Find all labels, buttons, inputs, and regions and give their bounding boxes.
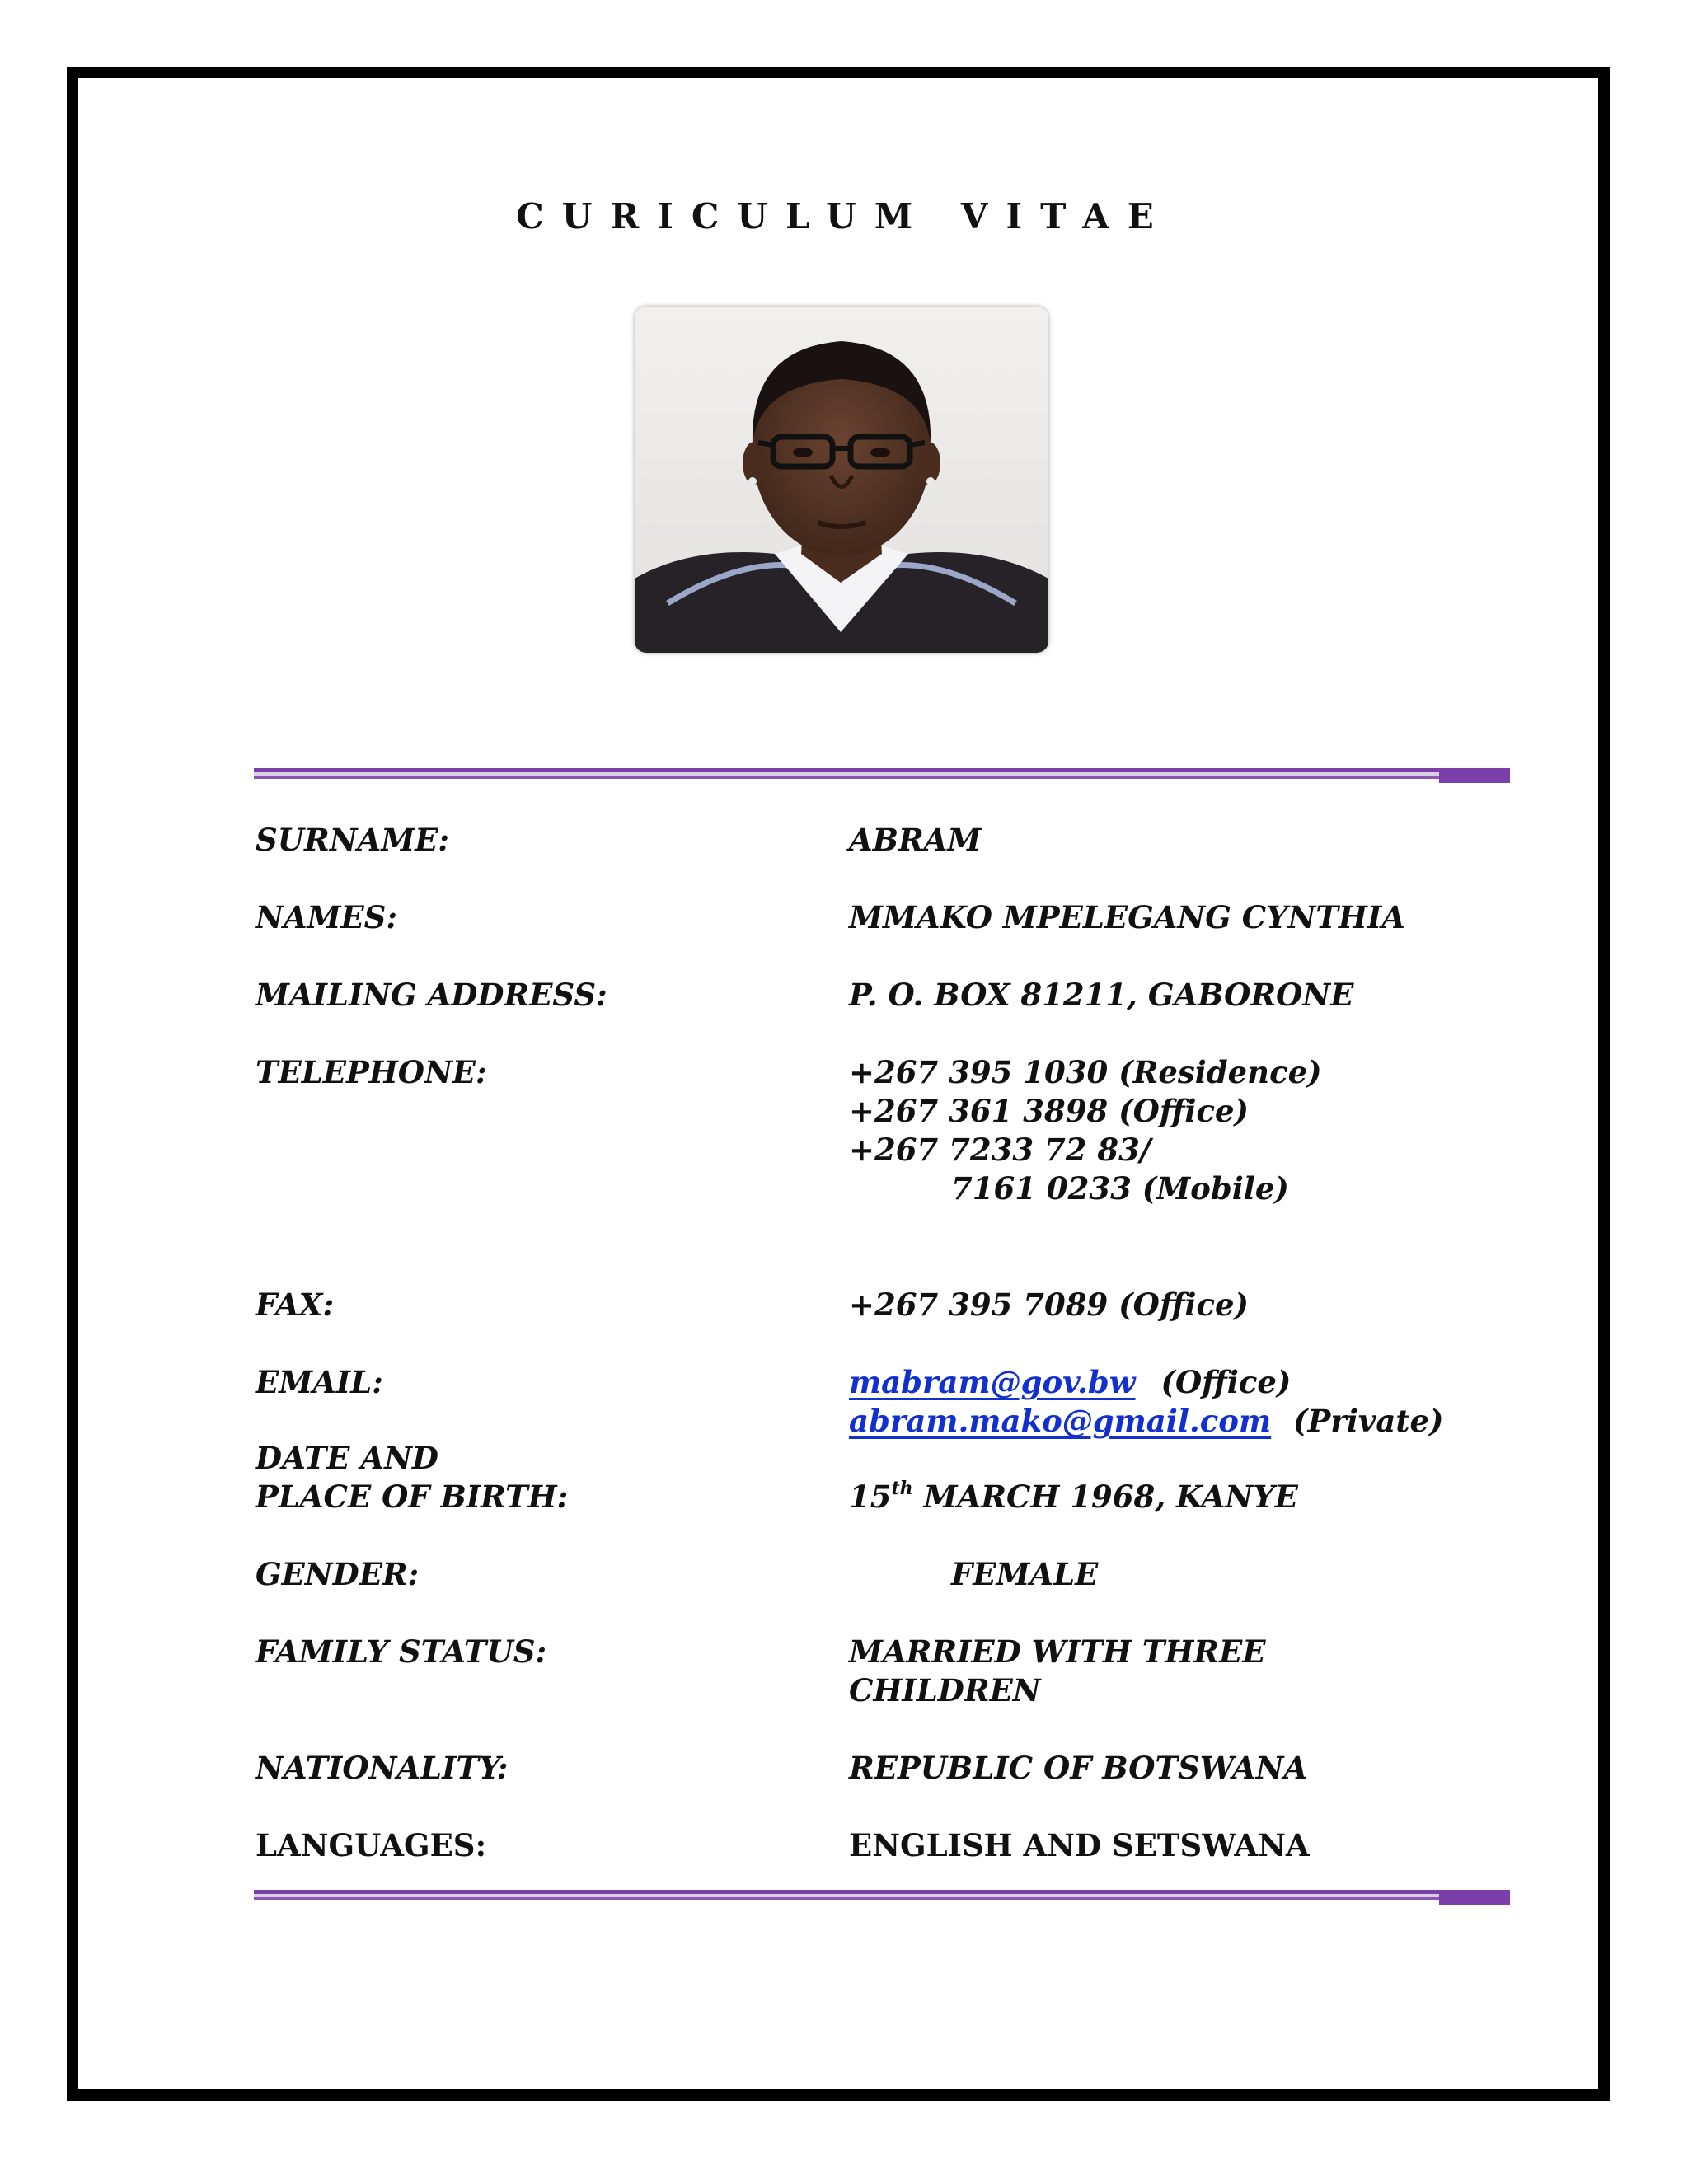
surname-value: ABRAM bbox=[849, 822, 982, 858]
telephone-values bbox=[849, 1053, 1322, 1208]
email-office-row bbox=[849, 1363, 1444, 1402]
document-title: CURICULUM VITAE bbox=[516, 196, 1172, 237]
birth-day: 15 bbox=[849, 1479, 892, 1515]
fax-value: +267 395 7089 (Office) bbox=[849, 1286, 1250, 1323]
surname-label: SURNAME: bbox=[256, 822, 450, 858]
email-private-link[interactable]: abram.mako@gmail.com bbox=[849, 1403, 1272, 1439]
family-status-label: FAMILY STATUS: bbox=[256, 1633, 547, 1670]
email-label: EMAIL: bbox=[256, 1364, 383, 1400]
telephone-office: +267 361 3898 (Office) bbox=[849, 1093, 1250, 1129]
gender-label: GENDER: bbox=[256, 1556, 420, 1592]
family-status-value bbox=[849, 1633, 1266, 1710]
telephone-mobile-2: 7161 0233 (Mobile) bbox=[951, 1170, 1289, 1207]
birth-label-line1: DATE AND bbox=[256, 1440, 438, 1476]
telephone-mobile-1: +267 7233 72 83/ bbox=[849, 1132, 1151, 1168]
email-office-note: (Office) bbox=[1160, 1364, 1292, 1400]
names-value: MMAKO MPELEGANG CYNTHIA bbox=[849, 899, 1405, 935]
family-status-line2: CHILDREN bbox=[849, 1672, 1041, 1708]
portrait-photo bbox=[635, 307, 1048, 653]
email-office-link[interactable]: mabram@gov.bw bbox=[849, 1364, 1136, 1400]
top-divider bbox=[254, 768, 1510, 785]
birth-value bbox=[849, 1478, 1298, 1516]
nationality-value: REPUBLIC OF BOTSWANA bbox=[849, 1750, 1308, 1786]
birth-label bbox=[256, 1439, 568, 1516]
birth-day-suffix: th bbox=[891, 1478, 913, 1499]
birth-date-place: MARCH 1968, KANYE bbox=[923, 1479, 1298, 1515]
email-values bbox=[849, 1363, 1444, 1441]
email-private-note: (Private) bbox=[1293, 1403, 1444, 1439]
family-status-line1: MARRIED WITH THREE bbox=[849, 1633, 1266, 1670]
email-private-row bbox=[849, 1402, 1444, 1441]
telephone-residence: +267 395 1030 (Residence) bbox=[849, 1054, 1322, 1090]
names-label: NAMES: bbox=[256, 899, 398, 935]
mailing-address-value: P. O. BOX 81211, GABORONE bbox=[849, 977, 1354, 1013]
mailing-address-label: MAILING ADDRESS: bbox=[256, 977, 607, 1013]
gender-value: FEMALE bbox=[951, 1556, 1099, 1592]
telephone-label: TELEPHONE: bbox=[256, 1054, 487, 1090]
languages-value: ENGLISH AND SETSWANA bbox=[849, 1827, 1310, 1863]
bottom-divider bbox=[254, 1890, 1510, 1906]
nationality-label: NATIONALITY: bbox=[256, 1750, 509, 1786]
birth-label-line2: PLACE OF BIRTH: bbox=[256, 1479, 569, 1515]
languages-label: LANGUAGES: bbox=[256, 1827, 487, 1863]
fax-label: FAX: bbox=[256, 1286, 335, 1323]
